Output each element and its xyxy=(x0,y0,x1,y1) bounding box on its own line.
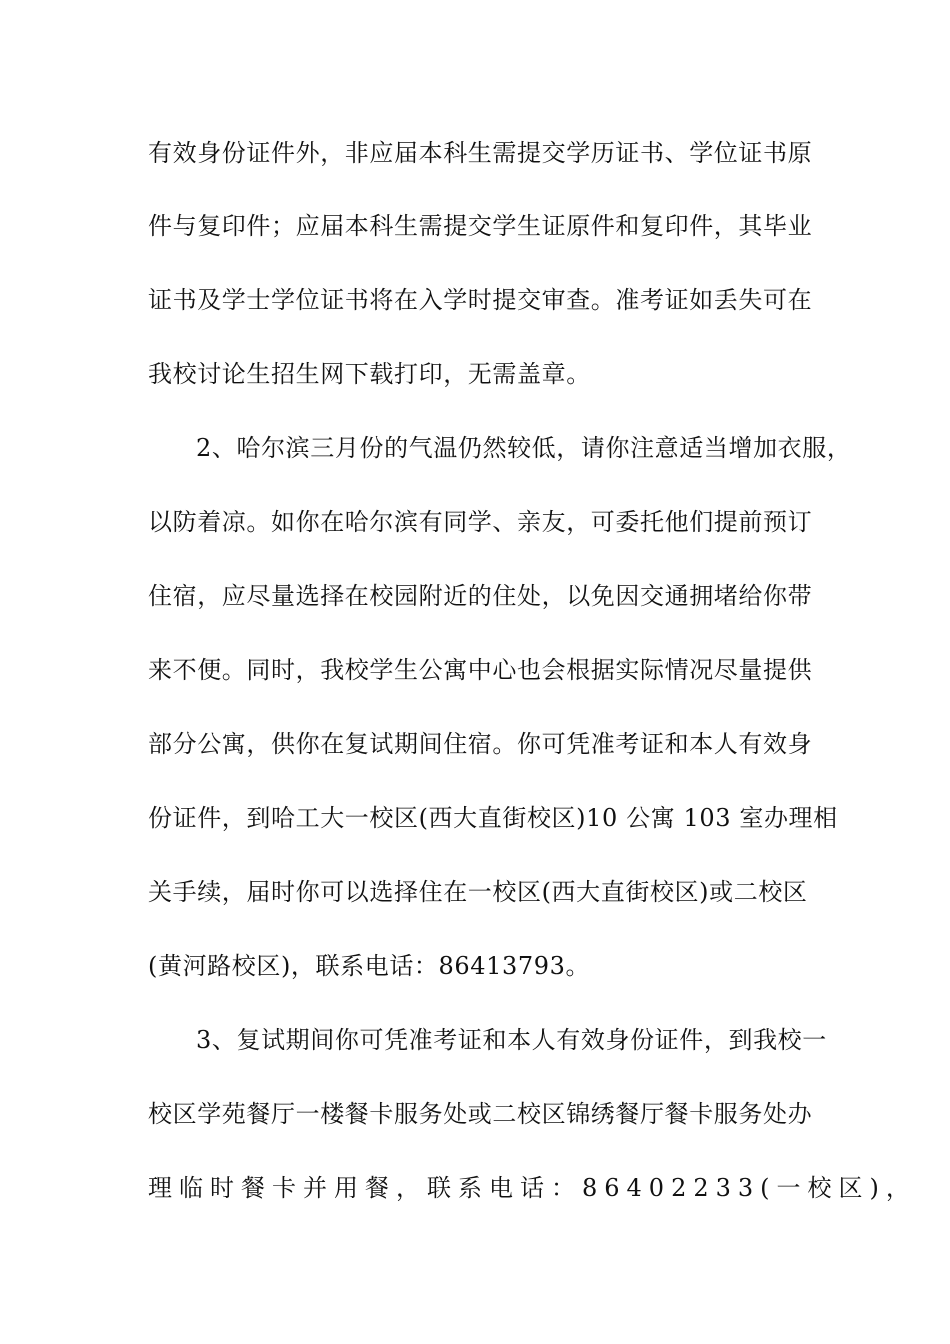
text-line: 以防着凉。如你在哈尔滨有同学、亲友，可委托他们提前预订 xyxy=(148,508,813,536)
text-line: 理临时餐卡并用餐，联系电话：86402233(一校区)， xyxy=(148,1174,917,1202)
text-line: 我校讨论生招生网下载打印，无需盖章。 xyxy=(148,360,591,388)
text-line: (黄河路校区)，联系电话：86413793。 xyxy=(148,952,591,980)
text-line: 部分公寓，供你在复试期间住宿。你可凭准考证和本人有效身 xyxy=(148,730,813,758)
paragraph-2-first-line: 2、哈尔滨三月份的气温仍然较低，请你注意适当增加衣服， xyxy=(196,434,852,462)
text-line: 份证件，到哈工大一校区(西大直街校区)10 公寓 103 室办理相 xyxy=(148,804,838,832)
text-line: 校区学苑餐厅一楼餐卡服务处或二校区锦绣餐厅餐卡服务处办 xyxy=(148,1100,813,1128)
text-line: 关手续，届时你可以选择住在一校区(西大直街校区)或二校区 xyxy=(148,878,808,906)
text-line: 住宿，应尽量选择在校园附近的住处，以免因交通拥堵给你带 xyxy=(148,582,813,610)
text-line: 来不便。同时，我校学生公寓中心也会根据实际情况尽量提供 xyxy=(148,656,813,684)
text-line: 证书及学士学位证书将在入学时提交审查。准考证如丢失可在 xyxy=(148,286,813,314)
text-line: 有效身份证件外，非应届本科生需提交学历证书、学位证书原 xyxy=(148,139,813,167)
text-line: 件与复印件；应届本科生需提交学生证原件和复印件，其毕业 xyxy=(148,212,813,240)
paragraph-3-first-line: 3、复试期间你可凭准考证和本人有效身份证件，到我校一 xyxy=(196,1026,827,1054)
